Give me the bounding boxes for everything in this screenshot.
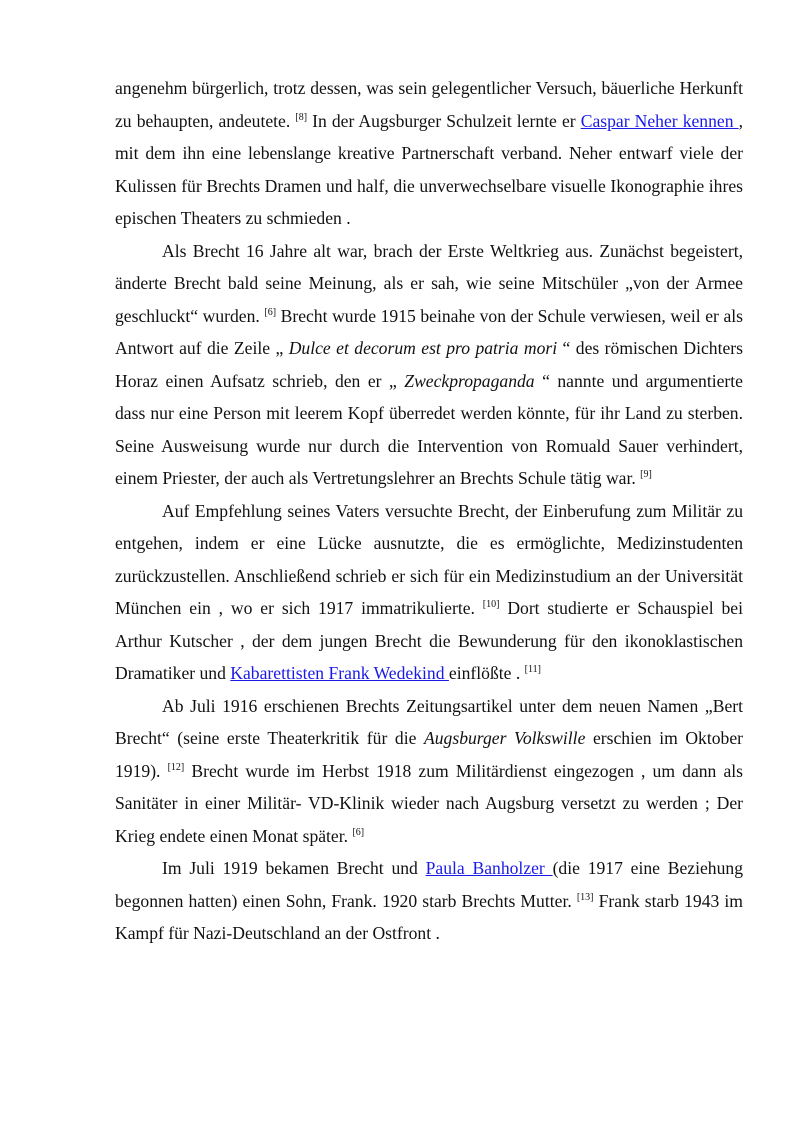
- footnote-ref: [9]: [640, 469, 652, 480]
- text-run: , mit dem ihn eine lebenslange kreative Partnerschaft verband. Neher entwarf viele der Kulissen für Brechts Dramen und half, die unverwechselbare visuelle Ikonographie ihres epischen Theaters zu schmieden .: [115, 110, 743, 228]
- text-run: “ des römischen Dichters Horaz einen Aufsatz schrieb, den er „: [115, 338, 743, 391]
- text-run: einflößte .: [448, 663, 525, 683]
- footnote-ref: [6]: [264, 306, 277, 318]
- text-run: Dort studierte er Schauspiel bei Arthur Kutscher , der dem jungen Brecht die Bewunderung für den ikonoklastischen Dramatiker und: [115, 598, 743, 683]
- footnote-ref: [12]: [167, 761, 185, 773]
- italic-text: Augsburger Volkswille: [424, 728, 586, 748]
- footnote-ref: [6]: [352, 826, 365, 838]
- link-caspar-neher[interactable]: Caspar Neher kennen: [580, 110, 739, 131]
- text-run: Als Brecht 16 Jahre alt war, brach der Erste Weltkrieg aus. Zunächst begeistert, änderte Brecht bald seine Meinung, als er sah, wie seine Mitschüler „von der Armee geschluckt“ wurden.: [115, 240, 743, 326]
- footnote-ref: [10]: [482, 599, 500, 610]
- link-paula-banholzer[interactable]: Paula Banholzer: [425, 858, 553, 878]
- paragraph-5: [115, 852, 743, 950]
- text-run: Auf Empfehlung seines Vaters versuchte Brecht, der Einberufung zum Militär zu entgehen, indem er eine Lücke ausnutzte, die es ermöglichte, Medizinstudenten zurückzustellen. Anschließend schrieb er sich für ein Medizinstudium an der Universität München ein , wo er sich 1917 immatrikulierte.: [115, 500, 743, 618]
- footnote-ref: [11]: [524, 664, 541, 675]
- paragraph-3: [115, 495, 743, 690]
- document-page: [115, 72, 743, 950]
- text-run: Brecht wurde im Herbst 1918 zum Militärdienst eingezogen , um dann als Sanitäter in einer Militär- VD-Klinik wieder nach Augsburg versetzt zu werden ; Der Krieg endete einen Monat später.: [115, 760, 743, 846]
- text-run: angenehm bürgerlich, trotz dessen, was sein gelegentlicher Versuch, bäuerliche Herkunft zu behaupten, andeutete.: [115, 78, 743, 131]
- footnote-ref: [13]: [576, 891, 594, 903]
- footnote-ref: [8]: [295, 111, 308, 123]
- text-run: Ab Juli 1916 erschienen Brechts Zeitungsartikel unter dem neuen Namen „Bert Brecht“ (seine erste Theaterkritik für die: [115, 695, 743, 748]
- text-run: Brecht wurde 1915 beinahe von der Schule verwiesen, weil er als Antwort auf die Zeile „: [115, 305, 743, 358]
- text-run: (die 1917 eine Beziehung begonnen hatten) einen Sohn, Frank. 1920 starb Brechts Mutter.: [115, 858, 743, 911]
- italic-text: Zweckpropaganda: [404, 370, 535, 391]
- text-run: “ nannte und argumentierte dass nur eine Person mit leerem Kopf überredet werden könnte, für ihr Land zu sterben. Seine Ausweisung wurde nur durch die Intervention von Romuald Sauer verhindert, einem Priester, der auch als Vertretungslehrer an Brechts Schule tätig war.: [115, 370, 743, 488]
- paragraph-4: [115, 690, 743, 853]
- text-run: Im Juli 1919 bekamen Brecht und: [162, 858, 426, 878]
- link-frank-wedekind[interactable]: Kabarettisten Frank Wedekind: [230, 663, 449, 683]
- text-run: Frank starb 1943 im Kampf für Nazi-Deutschland an der Ostfront .: [115, 890, 743, 943]
- text-run: erschien im Oktober 1919).: [115, 728, 744, 781]
- italic-text: Dulce et decorum est pro patria mori: [288, 338, 558, 358]
- text-run: In der Augsburger Schulzeit lernte er: [307, 110, 581, 131]
- paragraph-2: [115, 235, 743, 495]
- paragraph-1: [115, 72, 743, 235]
